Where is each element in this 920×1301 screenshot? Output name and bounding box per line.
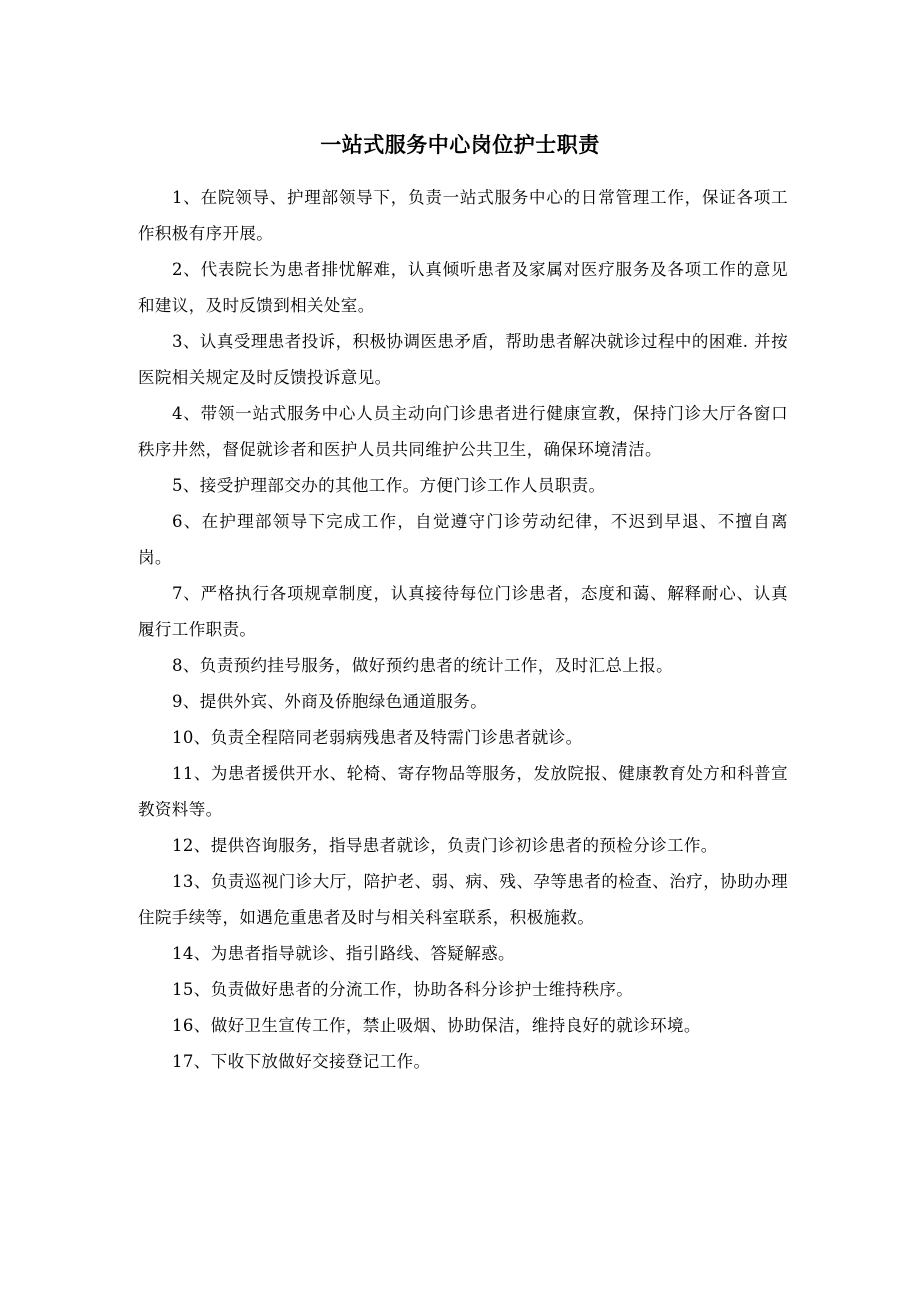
duty-item-13: 13、负责巡视门诊大厅，陪护老、弱、病、残、孕等患者的检查、治疗，协助办理住院手续等，如遇危重患者及时与相关科室联系，积极施救。 bbox=[138, 872, 788, 927]
document-body bbox=[138, 180, 788, 1080]
duty-item-14: 14、为患者指导就诊、指引路线、答疑解惑。 bbox=[172, 944, 515, 963]
duty-item-17: 17、下收下放做好交接登记工作。 bbox=[172, 1052, 431, 1071]
duty-item-2: 2、代表院长为患者排忧解难，认真倾听患者及家属对医疗服务及各项工作的意见和建议，及时反馈到相关处室。 bbox=[138, 260, 788, 315]
duty-item-16: 16、做好卫生宣传工作，禁止吸烟、协助保洁，维持良好的就诊环境。 bbox=[172, 1016, 701, 1035]
duty-item-9: 9、提供外宾、外商及侨胞绿色通道服务。 bbox=[172, 692, 488, 711]
duty-item-5: 5、接受护理部交办的其他工作。方便门诊工作人员职责。 bbox=[172, 476, 606, 495]
document-title: 一站式服务中心岗位护士职责 bbox=[320, 133, 600, 157]
duty-item-7: 7、严格执行各项规章制度，认真接待每位门诊患者，态度和蔼、解释耐心、认真履行工作职责。 bbox=[138, 584, 788, 639]
duty-item-8: 8、负责预约挂号服务，做好预约患者的统计工作，及时汇总上报。 bbox=[172, 656, 673, 675]
duty-item-12: 12、提供咨询服务，指导患者就诊，负责门诊初诊患者的预检分诊工作。 bbox=[172, 836, 718, 855]
duty-item-6: 6、在护理部领导下完成工作，自觉遵守门诊劳动纪律，不迟到早退、不擅自离岗。 bbox=[138, 512, 788, 567]
duty-item-10: 10、负责全程陪同老弱病残患者及特需门诊患者就诊。 bbox=[172, 728, 583, 747]
duty-item-15: 15、负责做好患者的分流工作，协助各科分诊护士维持秩序。 bbox=[172, 980, 634, 999]
duty-item-3: 3、认真受理患者投诉，积极协调医患矛盾，帮助患者解决就诊过程中的困难. 并按医院相关规定及时反馈投诉意见。 bbox=[138, 332, 788, 387]
duty-item-1: 1、在院领导、护理部领导下，负责一站式服务中心的日常管理工作，保证各项工作积极有序开展。 bbox=[138, 188, 788, 243]
duty-item-4: 4、带领一站式服务中心人员主动向门诊患者进行健康宣教，保持门诊大厅各窗口秩序井然，督促就诊者和医护人员共同维护公共卫生，确保环境清洁。 bbox=[138, 404, 788, 459]
duty-item-11: 11、为患者援供开水、轮椅、寄存物品等服务，发放院报、健康教育处方和科普宣教资料等。 bbox=[138, 764, 788, 819]
